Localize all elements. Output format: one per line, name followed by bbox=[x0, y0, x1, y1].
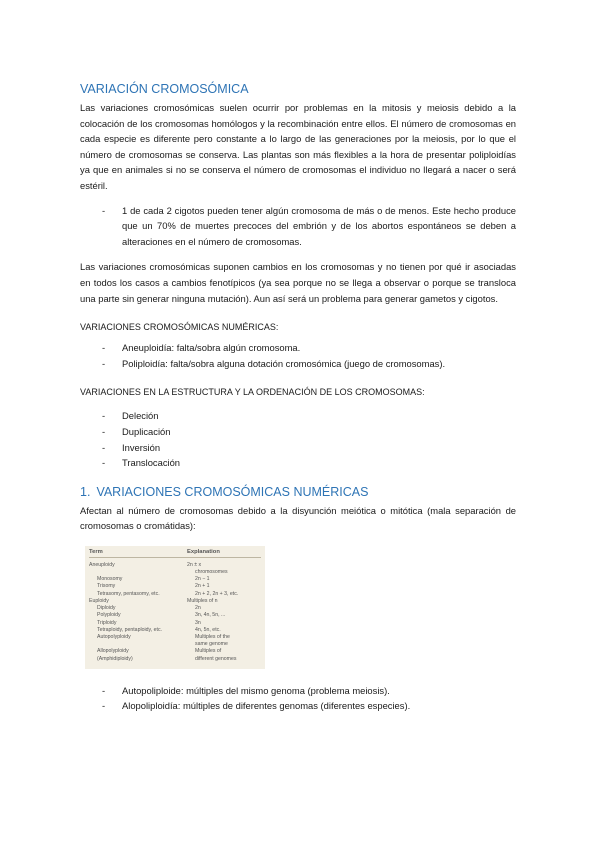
list-item-text: Aneuploidía: falta/sobra algún cromosoma. bbox=[122, 342, 301, 354]
dash-marker: - bbox=[102, 684, 106, 696]
table-row bbox=[89, 576, 261, 583]
dash-marker: - bbox=[102, 410, 106, 422]
section-number: 1. bbox=[80, 484, 91, 499]
table-cell-explanation: Multiples of bbox=[195, 648, 222, 655]
table-cell-term: Triploidy bbox=[97, 619, 117, 626]
dash-marker: - bbox=[102, 700, 106, 712]
table-cell-term: (Amphidiploidy) bbox=[97, 655, 133, 662]
dash-marker: - bbox=[102, 204, 106, 216]
table-cell-term: Trisomy bbox=[97, 583, 116, 590]
list-item-text: Translocación bbox=[122, 457, 181, 469]
list-item-text: Deleción bbox=[122, 410, 159, 422]
table-row bbox=[89, 591, 261, 598]
page-title: VARIACIÓN CROMOSÓMICA bbox=[80, 82, 249, 96]
table-cell-explanation: Multiples of the bbox=[195, 633, 230, 640]
dash-marker: - bbox=[102, 425, 106, 437]
section-heading bbox=[80, 485, 516, 499]
list-item-text: Inversión bbox=[122, 441, 161, 453]
document-page bbox=[80, 82, 516, 714]
section-paragraph: Afectan al número de cromosomas debido a la disyunción meiótica o mitótica (mala separación de cromosomas o cromátidas): bbox=[80, 504, 516, 532]
dash-marker: - bbox=[102, 342, 106, 354]
table-row bbox=[89, 612, 261, 619]
variations-paragraph: Las variaciones cromosómicas suponen cambios en los cromosomas y no tienen por qué ir asociadas en todos los casos a cambios fenotípicos (ya sea porque no se llega a observar o porque se transloca una parte sin generar ninguna mutación). Aun así será un problema para generar gametos y cigotos. bbox=[80, 261, 516, 304]
table-cell-term: Diploidy bbox=[97, 605, 116, 612]
table-cell-explanation: chromosomes bbox=[195, 569, 228, 576]
table-row bbox=[89, 656, 261, 663]
list-item-text: Poliploidía: falta/sobra alguna dotación cromosómica (juego de cromosomas). bbox=[122, 357, 446, 369]
list-item-text: Alopoliploidía: múltiples de diferentes genomas (diferentes especies). bbox=[122, 700, 411, 712]
list-item bbox=[80, 340, 516, 356]
table-header-explanation: Explanation bbox=[187, 548, 220, 555]
numeric-variations-heading: VARIACIONES CROMOSÓMICAS NUMÉRICAS: bbox=[80, 322, 279, 333]
table-cell-term bbox=[89, 641, 195, 648]
table-cell-term: Monosomy bbox=[97, 576, 123, 583]
structure-variations-list bbox=[80, 408, 516, 470]
cigotos-list bbox=[80, 203, 516, 250]
table-row bbox=[89, 648, 261, 655]
list-item bbox=[80, 455, 516, 471]
list-item bbox=[80, 698, 516, 714]
table-cell-explanation: 4n, 5n, etc. bbox=[195, 626, 221, 633]
section-title: VARIACIONES CROMOSÓMICAS NUMÉRICAS bbox=[96, 484, 369, 499]
table-row bbox=[89, 641, 261, 648]
table-cell-term: Tetraploidy, pentaploidy, etc. bbox=[97, 626, 162, 633]
table-cell-explanation: 2n ± x bbox=[187, 561, 202, 568]
table-row bbox=[89, 627, 261, 634]
dash-marker: - bbox=[102, 457, 106, 469]
table-header-term: Term bbox=[89, 548, 103, 555]
table-row bbox=[89, 562, 261, 569]
list-item-text: Autopoliploide: múltiples del mismo genoma (problema meiosis). bbox=[122, 684, 390, 696]
list-item bbox=[80, 683, 516, 699]
table-cell-term: Allopolyploidy bbox=[97, 648, 129, 655]
table-cell-explanation: 2n + 2, 2n + 3, etc. bbox=[195, 590, 239, 597]
table-cell-explanation: 3n, 4n, 5n, ... bbox=[195, 612, 226, 619]
numeric-variations-list bbox=[80, 340, 516, 371]
list-item-text: 1 de cada 2 cigotos pueden tener algún cromosoma de más o de menos. Este hecho produce que un 70% de muertes precoces del embrión y de los abortos espontáneos se deben a alteraciones en el número de cromosomas. bbox=[122, 204, 516, 247]
structure-variations-heading: VARIACIONES EN LA ESTRUCTURA Y LA ORDENACIÓN DE LOS CROMOSOMAS: bbox=[80, 387, 425, 398]
table-row bbox=[89, 620, 261, 627]
table-header bbox=[89, 549, 261, 558]
table-row bbox=[89, 605, 261, 612]
list-item bbox=[80, 203, 516, 250]
table-cell-explanation: different genomes bbox=[195, 655, 237, 662]
polyploidy-types-list bbox=[80, 683, 516, 714]
table-row bbox=[89, 598, 261, 605]
table-cell-explanation: same genome bbox=[195, 641, 228, 648]
list-item bbox=[80, 356, 516, 372]
table-cell-term: Tetrasomy, pentasomy, etc. bbox=[97, 590, 160, 597]
table-row bbox=[89, 583, 261, 590]
list-item bbox=[80, 440, 516, 456]
list-item-text: Duplicación bbox=[122, 425, 171, 437]
table-cell-term: Autopolyploidy bbox=[97, 633, 131, 640]
table-cell-explanation: Multiples of n bbox=[187, 597, 218, 604]
table-cell-term: Polyploidy bbox=[97, 612, 121, 619]
table-row bbox=[89, 634, 261, 641]
table-cell-term: Aneuploidy bbox=[89, 561, 115, 568]
list-item bbox=[80, 424, 516, 440]
ploidy-table bbox=[85, 546, 265, 669]
dash-marker: - bbox=[102, 357, 106, 369]
table-row bbox=[89, 569, 261, 576]
table-body bbox=[89, 562, 261, 663]
table-cell-term bbox=[89, 569, 187, 576]
list-item bbox=[80, 408, 516, 424]
table-cell-explanation: 2n − 1 bbox=[195, 576, 210, 583]
table-cell-explanation: 3n bbox=[195, 619, 201, 626]
table-cell-explanation: 2n bbox=[195, 605, 201, 612]
table-cell-explanation: 2n + 1 bbox=[195, 583, 210, 590]
dash-marker: - bbox=[102, 441, 106, 453]
intro-paragraph: Las variaciones cromosómicas suelen ocurrir por problemas en la mitosis y meiosis debido a la colocación de los cromosomas homólogos y la recombinación entre ellos. El número de cromosomas en cada especie es diferente pero constante a lo largo de las generaciones por la meiosis, por lo que el número de cromosomas se conserva. Las plantas son más flexibles a la hora de presentar poliploidías ya que en animales si no se conserva el número de cromosomas el individuo no llegará a nacer o será estéril. bbox=[80, 102, 516, 191]
table-cell-term: Euploidy bbox=[89, 597, 109, 604]
